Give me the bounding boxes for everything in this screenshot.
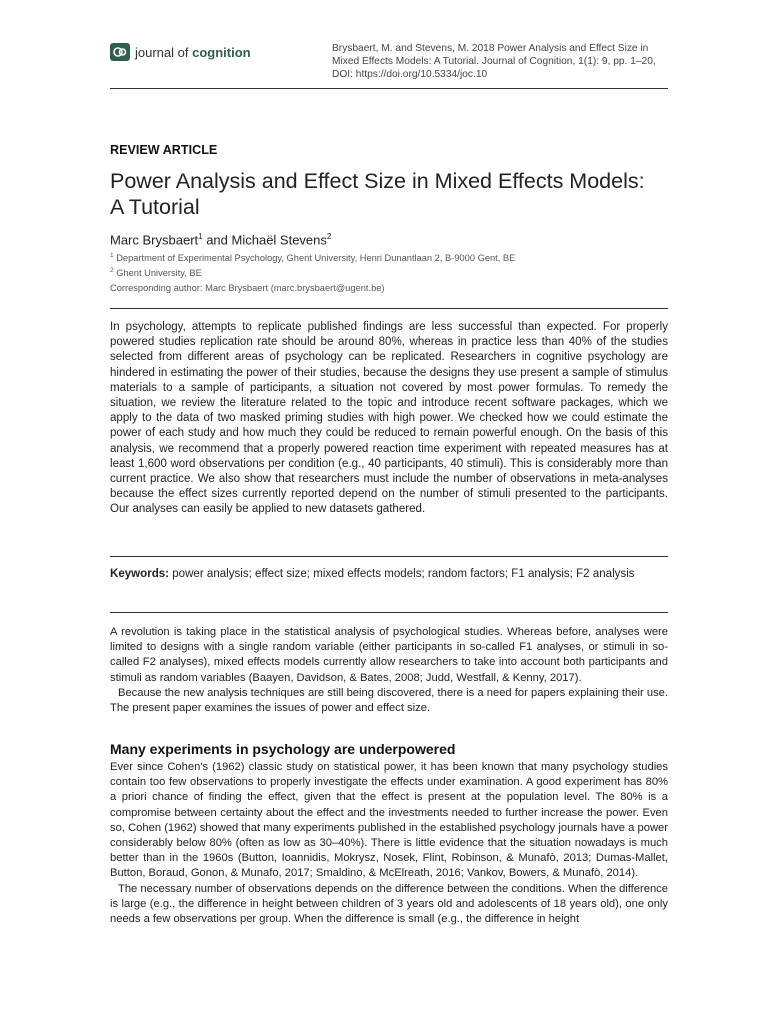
- author-affil-marker: 1: [198, 232, 203, 241]
- author-name: Marc Brysbaert: [110, 232, 199, 248]
- section-body: [110, 760, 668, 927]
- body-paragraph: The necessary number of observations depends on the difference between the conditions. When the difference is large (e.g., the difference in height between children of 3 years old and adolescents of 18 years old), one only needs a few observations per group. When the difference is small (e.g., the difference in height: [110, 882, 668, 926]
- affiliation-2: $^2$ Ghent University, BE: [110, 267, 202, 279]
- author-affil-marker: 2: [326, 232, 332, 241]
- body-paragraph: Ever since Cohen's (1962) classic study on statistical power, it has been known that many psychology studies contain too few observations to properly investigate the effects under examination. A good experiment has 80% a priori chance of finding the effect, given that the effect is present at the population level. The 80% is a compromise between certainty about the effect and the investments needed to further increase the power. Even so, Cohen (1962) showed that many experiments published in the established psychology journals have a power considerably below 80% (often as low as 30–40%). There is little evidence that the situation nowadays is much better than in the 1960s (Button, Ioannidis, Mokrysz, Nosek, Flint, Robinson, & Munafò, 2013; Dumas-Mallet, Button, Boraud, Gonon, & Munafo, 2017; Smaldino, & McElreath, 2016; Vankov, Bowers, & Munafò, 2014).: [110, 761, 668, 880]
- introduction: [110, 625, 668, 716]
- section-heading: Many experiments in psychology are underpowered: [110, 741, 456, 757]
- body-paragraph: Because the new analysis techniques are still being discovered, there is a need for papers explaining their use. The present paper examines the issues of power and effect size.: [110, 686, 668, 715]
- keywords-bottom-divider: [110, 612, 668, 613]
- author-join: and: [202, 232, 232, 248]
- article-title: Power Analysis and Effect Size in Mixed Effects Models: A Tutorial: [110, 169, 645, 219]
- citation-text: Brysbaert, M. and Stevens, M. 2018 Power Analysis and Effect Size in Mixed Effects Models: A Tutorial. Journal of Cognition, 1(1): 9, pp. 1–20, DOI: https://doi.org/10.5334/joc.10: [332, 43, 656, 80]
- body-paragraph: A revolution is taking place in the statistical analysis of psychological studies. Whereas before, analyses were limited to designs with a single random variable (either participants in so-called F1 analyses, or stimuli in so-called F2 analyses), mixed effects models currently allow researchers to take into account both participants and stimuli as random variables (Baayen, Davidson, & Bates, 2008; Judd, Westfall, & Kenny, 2017).: [110, 626, 668, 684]
- abstract: In psychology, attempts to replicate published findings are less successful than expected. For properly powered studies replication rate should be around 80%, whereas in practice less than 40% of the studies selected from different areas of psychology can be replicated. Researchers in cognitive psychology are hindered in estimating the power of their studies, because the designs they use present a sample of stimulus materials to a sample of participants, a situation not covered by most power formulas. To remedy the situation, we review the literature related to the topic and introduce recent software packages, which we apply to the data of two masked priming studies with high power. We checked how we could estimate the power of each study and how much they could be reduced to remain powerful enough. On the basis of this analysis, we recommend that a properly powered reaction time experiment with repeated measures has at least 1,600 word observations per condition (e.g., 40 participants, 40 stimuli). This is considerably more than current practice. We also show that researchers must include the number of observations in meta-analyses because the effect sizes currently reported depend on the number of stimuli presented to the participants. Our analyses can easily be applied to new datasets gathered.: [110, 321, 668, 516]
- header-divider: [110, 88, 668, 89]
- author-name: Michaël Stevens: [231, 232, 327, 248]
- journal-logo[interactable]: [110, 43, 251, 61]
- keywords-list: power analysis; effect size; mixed effects models; random factors; F1 analysis; F2 analysis: [169, 568, 635, 580]
- abstract-top-divider: [110, 308, 668, 309]
- keywords: [110, 567, 668, 582]
- journal-name: journal of cognition: [135, 44, 251, 60]
- keywords-top-divider: [110, 556, 668, 557]
- keywords-label: Keywords:: [110, 568, 170, 580]
- affiliation-1: $^1$ Department of Experimental Psychology, Ghent University, Henri Dunantlaan 2, B-9000 Gent, BE: [110, 252, 516, 264]
- author-list: [110, 232, 331, 247]
- article-type: REVIEW ARTICLE: [110, 143, 218, 157]
- corresponding-author: Corresponding author: Marc Brysbaert (marc.brysbaert@ugent.be): [110, 283, 385, 293]
- journal-logo-icon: [110, 43, 130, 61]
